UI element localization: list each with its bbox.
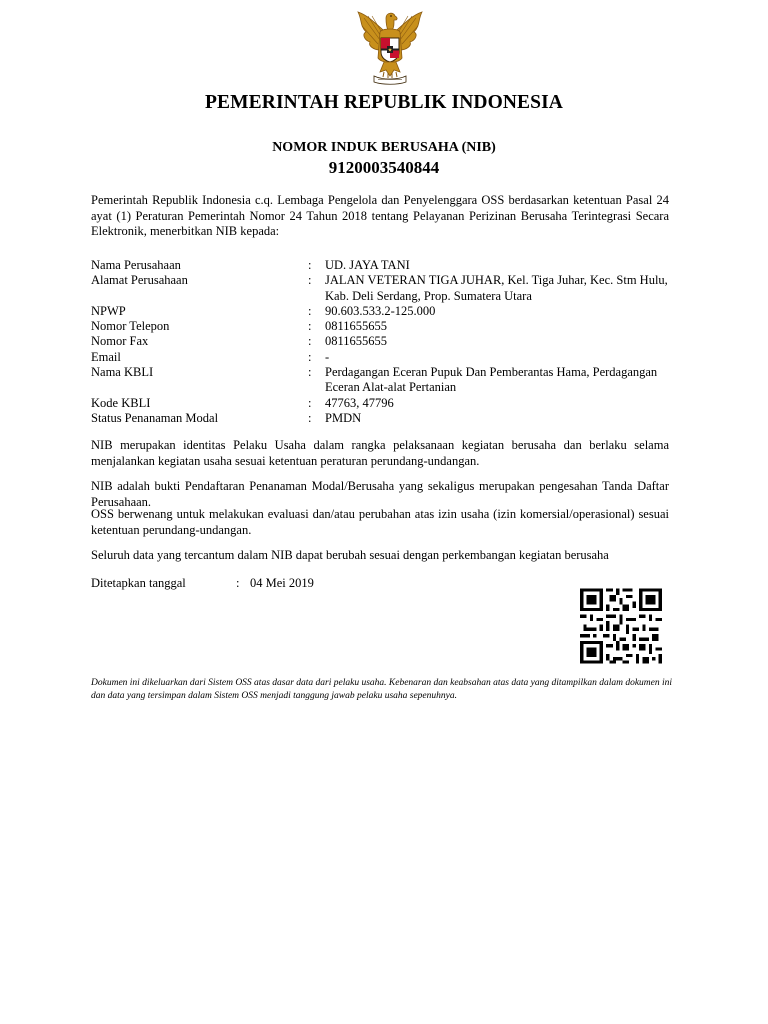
field-colon: :	[308, 349, 312, 364]
company-fields-table	[91, 258, 681, 426]
field-row-company-name	[91, 258, 681, 273]
oss-authority-paragraph: OSS berwenang untuk melakukan evaluasi dan/atau perubahan atas izin usaha (izin komersial/operasional) sesuai ketentuan perundang-undangan.	[91, 507, 669, 537]
field-row-fax	[91, 334, 681, 349]
field-label: Nomor Fax	[91, 334, 149, 349]
field-colon: :	[308, 303, 312, 318]
field-label: NPWP	[91, 303, 126, 318]
government-title: PEMERINTAH REPUBLIK INDONESIA	[205, 92, 563, 113]
field-value: JALAN VETERAN TIGA JUHAR, Kel. Tiga Juhar, Kec. Stm Hulu, Kab. Deli Serdang, Prop. Sumatera Utara	[325, 273, 668, 303]
field-colon: :	[308, 258, 312, 272]
field-colon: :	[308, 395, 312, 410]
field-value: 47763, 47796	[325, 395, 394, 410]
issued-date-colon: :	[236, 576, 240, 590]
field-colon: :	[308, 273, 312, 288]
data-change-paragraph: Seluruh data yang tercantum dalam NIB dapat berubah sesuai dengan perkembangan kegiatan berusaha	[91, 548, 609, 562]
field-label: Nama Perusahaan	[91, 258, 181, 272]
field-value: PMDN	[325, 410, 362, 425]
field-row-phone	[91, 319, 681, 334]
field-colon: :	[308, 365, 312, 380]
qr-code-icon	[580, 588, 662, 664]
field-value: 0811655655	[325, 319, 388, 334]
field-label: Nomor Telepon	[91, 319, 170, 334]
field-label: Alamat Perusahaan	[91, 273, 188, 288]
field-label: Nama KBLI	[91, 365, 154, 380]
field-label: Kode KBLI	[91, 395, 151, 410]
field-value: Perdagangan Eceran Pupuk Dan Pemberantas Hama, Perdagangan Eceran Alat-alat Pertanian	[325, 365, 658, 395]
nib-identity-paragraph: NIB merupakan identitas Pelaku Usaha dalam rangka pelaksanaan kegiatan berusaha dan berlaku selama menjalankan kegiatan usaha sesuai ketentuan peraturan perundang-undangan.	[91, 438, 669, 468]
nib-registration-paragraph: NIB adalah bukti Pendaftaran Penanaman Modal/Berusaha yang sekaligus merupakan pengesahan Tanda Daftar Perusahaan.	[91, 479, 669, 509]
issued-date-label: Ditetapkan tanggal	[91, 576, 186, 590]
field-label: Status Penanaman Modal	[91, 410, 219, 425]
field-row-email	[91, 350, 681, 365]
footer-disclaimer: Dokumen ini dikeluarkan dari Sistem OSS atas dasar data dari pelaku usaha. Kebenaran dan keabsahan atas data yang ditampilkan dalam dokumen ini dan data yang tersimpan dalam Sistem OSS menjadi tanggung jawab pelaku usaha sepenuhnya.	[91, 678, 673, 701]
nib-label: NOMOR INDUK BERUSAHA (NIB)	[272, 140, 496, 155]
nib-number: 9120003540844	[328, 158, 440, 177]
field-value: 0811655655	[325, 334, 388, 349]
field-row-company-address	[91, 273, 681, 304]
field-colon: :	[308, 410, 312, 425]
field-row-npwp	[91, 304, 681, 319]
issued-date-value: 04 Mei 2019	[250, 576, 314, 590]
garuda-emblem-icon	[350, 6, 430, 86]
field-colon: :	[308, 319, 312, 334]
field-label: Email	[91, 349, 121, 364]
intro-paragraph: Pemerintah Republik Indonesia c.q. Lembaga Pengelola dan Penyelenggara OSS berdasarkan ketentuan Pasal 24 ayat (1) Peraturan Pemerintah Nomor 24 Tahun 2018 tentang Pelayanan Perizinan Berusaha Terintegrasi Secara Elektronik, menerbitkan NIB kepada:	[91, 193, 669, 238]
field-value: UD. JAYA TANI	[325, 258, 410, 272]
field-row-investment-status	[91, 411, 681, 426]
field-row-kbli-name	[91, 365, 681, 396]
svg-text:★: ★	[387, 47, 393, 54]
issued-date-row	[91, 576, 314, 591]
field-value: 90.603.533.2-125.000	[325, 303, 436, 318]
field-row-kbli-code	[91, 396, 681, 411]
field-value: -	[325, 349, 330, 364]
field-colon: :	[308, 334, 312, 349]
